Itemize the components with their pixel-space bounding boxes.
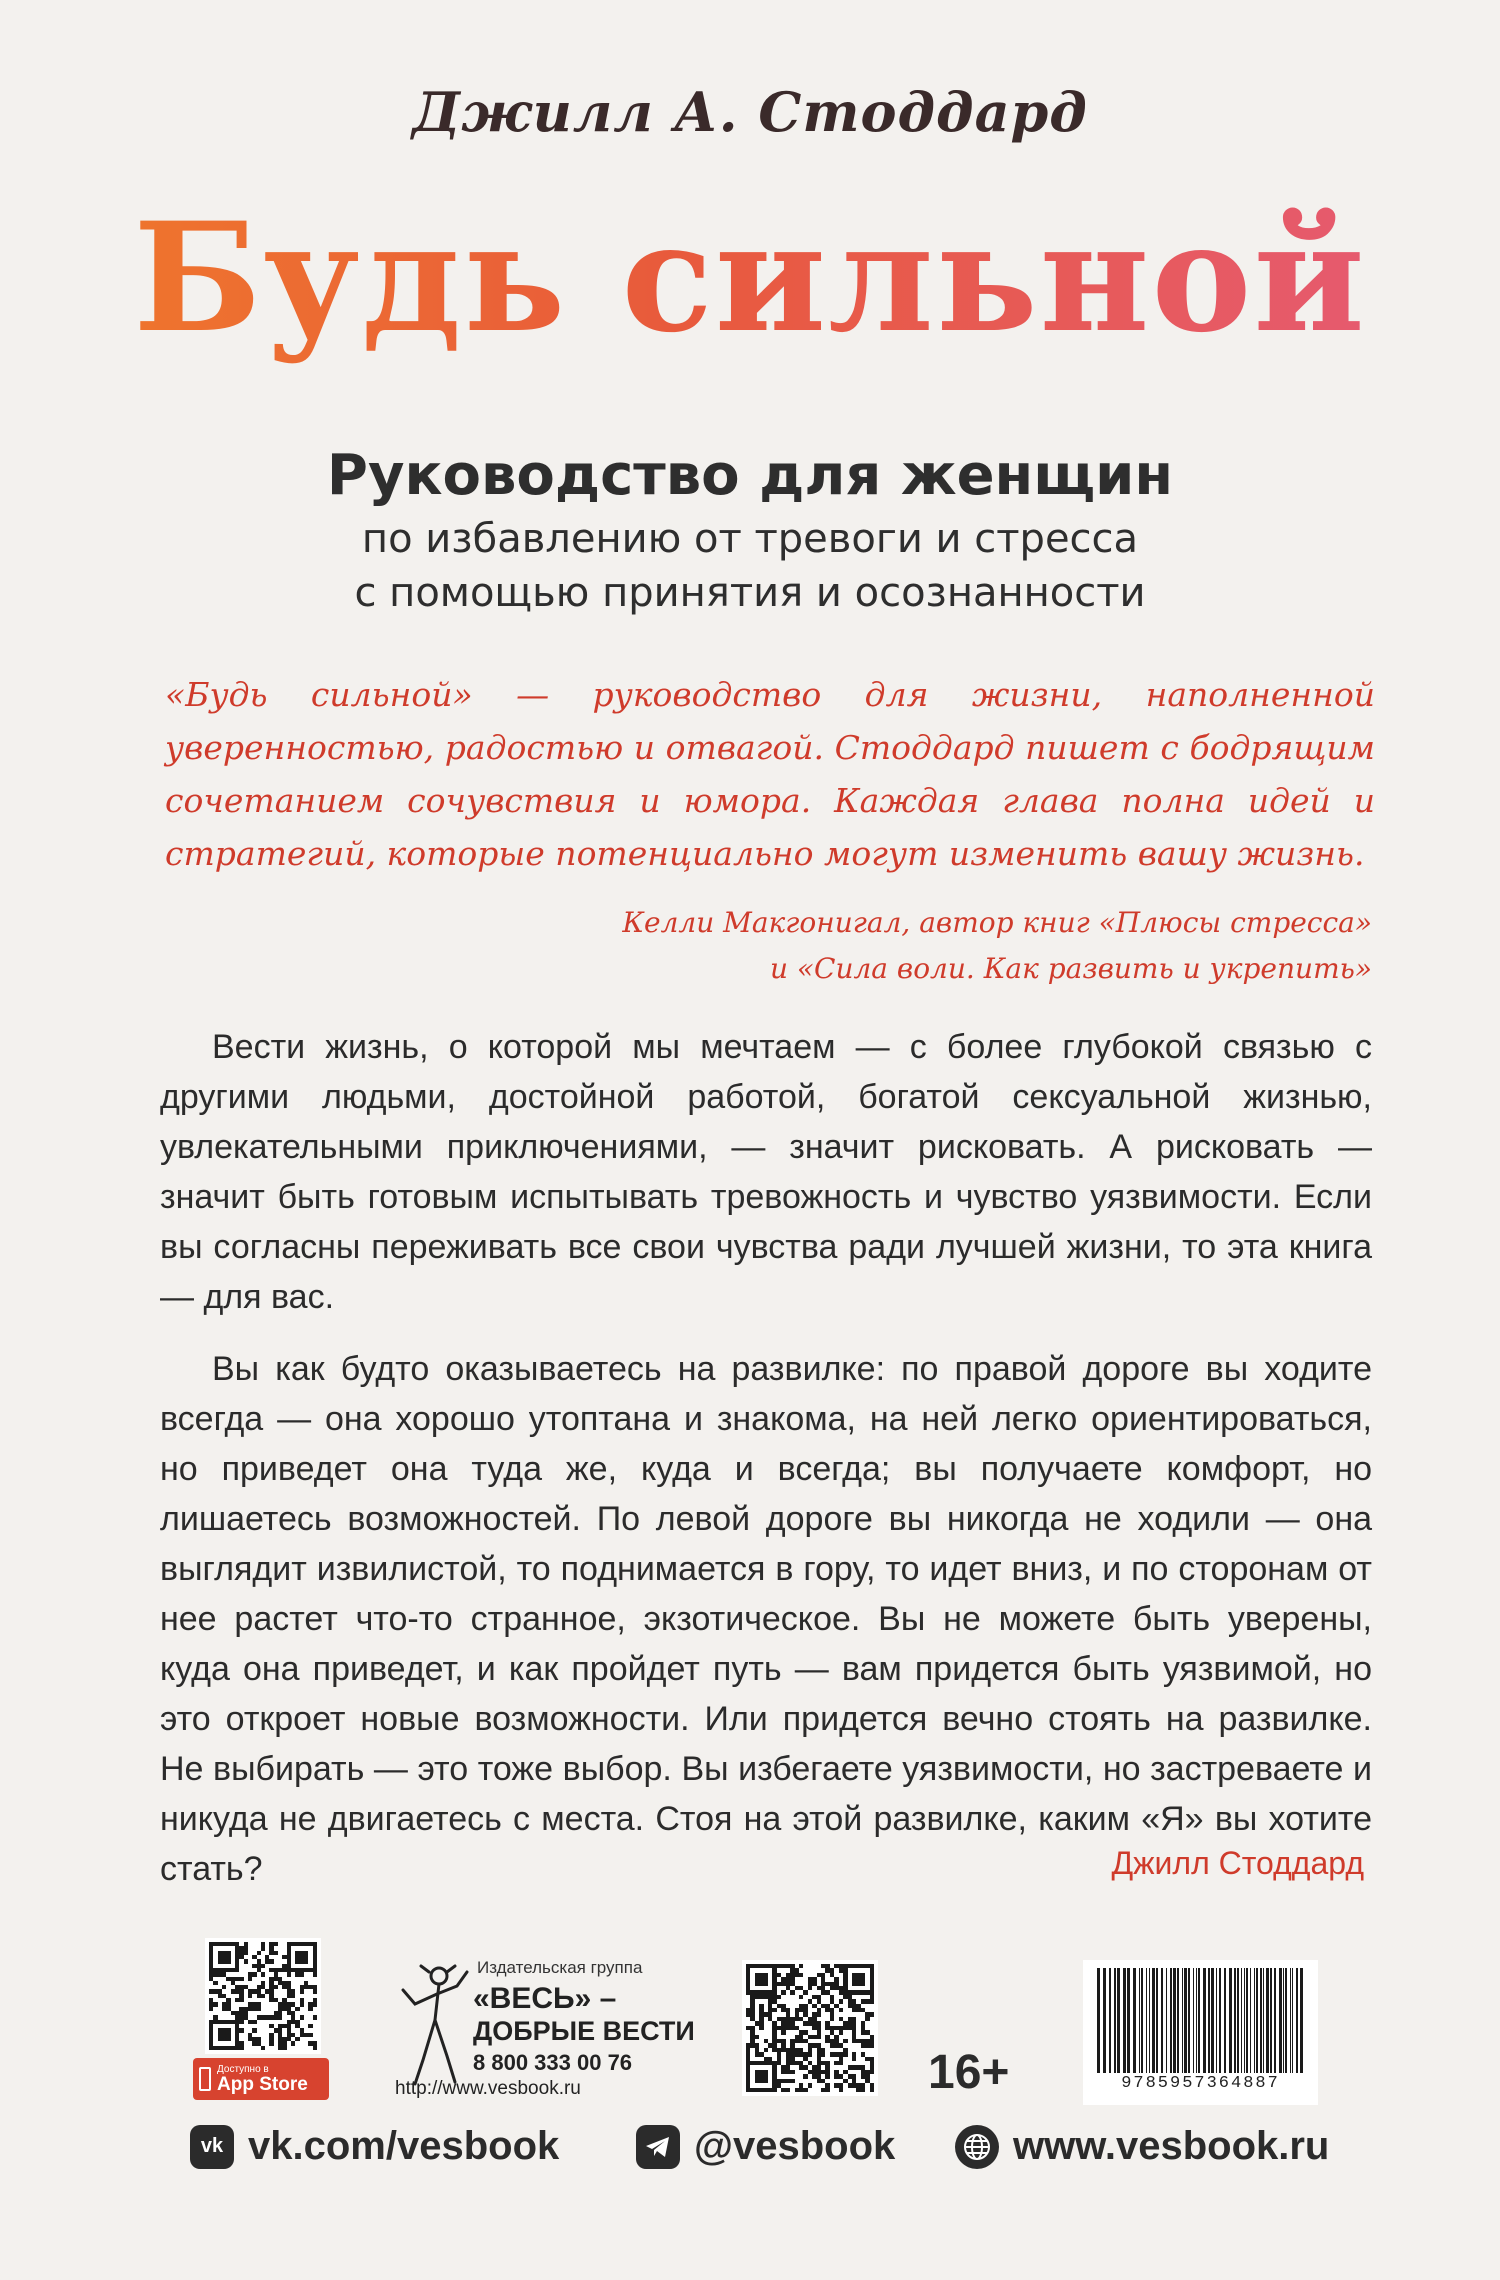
vk-label: vk.com/vesbook <box>248 2124 560 2168</box>
vk-link[interactable] <box>190 2124 559 2169</box>
telegram-link[interactable] <box>636 2124 895 2169</box>
description-text <box>160 1022 1372 1916</box>
social-links <box>190 2124 1350 2184</box>
attribution-line-2: и «Сила воли. Как развить и укрепить» <box>769 952 1372 985</box>
age-rating: 16+ <box>928 2046 1010 2099</box>
publisher-group-label: Издательская группа <box>477 1958 643 1977</box>
subtitle-line-2: по избавлению от тревоги и стресса <box>361 516 1139 562</box>
description-paragraph-2: Вы как будто оказываетесь на развилке: по правой дороге вы ходите всегда — она хорошо утоптана и знакома, на ней легко ориентироваться, но приведет она туда же, куда и всегда; вы получаете комфорт, но лишаетесь возможностей. По левой дороге вы никогда не ходили — она выглядит извилистой, то поднимается в гору, то идет вниз, и по сторонам от нее растет что-то странное, экзотическое. Вы не можете быть уверены, куда она приведет, и как пройдет путь — вам придется быть уязвимой, но это откроет новые возможности. Или придется вечно стоять на развилке. Не выбирать — это тоже выбор. Вы избегаете уязвимости, но застреваете и никуда не двигаетесь с места. Стоя на этой развилке, каким «Я» вы хотите стать? <box>160 1350 1372 1888</box>
publisher-brand: «ВЕСЬ» – <box>473 1982 617 2015</box>
appstore-label: App Store <box>217 2073 308 2095</box>
telegram-label: @vesbook <box>694 2124 896 2168</box>
globe-icon <box>955 2125 999 2169</box>
description-paragraph-1: Вести жизнь, о которой мы мечтаем — с более глубокой связью с другими людьми, достойной работой, богатой сексуальной жизнью, увлекательными приключениями, — значит рисковать. А рисковать — значит быть готовым испытывать тревожность и чувство уязвимости. Если вы согласны переживать все свои чувства ради лучшей жизни, то эта книга — для вас. <box>160 1028 1372 1316</box>
review-quote: «Будь сильной» — руководство для жизни, наполненной уверенностью, радостью и отвагой. Стоддард пишет с бодрящим сочетанием сочувствия и юмора. Каждая глава полна идей и стратегий, которые потенциально могут изменить вашу жизнь. <box>165 675 1375 873</box>
publisher-site[interactable]: http://www.vesbook.ru <box>395 2078 581 2099</box>
subtitle-block <box>0 440 1500 620</box>
isbn-number: 9785957364887 <box>1121 2074 1280 2093</box>
hermes-logo-icon <box>395 1960 475 2090</box>
subtitle-line-3: с помощью принятия и осознанности <box>354 570 1146 616</box>
website-link[interactable] <box>955 2124 1329 2169</box>
author-signature: Джилл Стоддард <box>1111 1845 1364 1881</box>
publisher-tagline: ДОБРЫЕ ВЕСТИ <box>473 2016 695 2046</box>
vk-icon: vk <box>190 2125 234 2169</box>
phone-icon <box>199 2067 211 2091</box>
attribution-line-1: Келли Макгонигал, автор книг «Плюсы стресса» <box>622 906 1372 939</box>
isbn-barcode <box>1083 1960 1318 2105</box>
qr-code-icon <box>742 1960 878 2096</box>
review-attribution <box>472 900 1372 992</box>
author-name: Джилл А. Стоддард <box>412 80 1088 144</box>
website-label: www.vesbook.ru <box>1013 2124 1330 2168</box>
barcode-icon <box>1095 1968 1306 2073</box>
subtitle-line-1: Руководство для женщин <box>326 443 1174 508</box>
publisher-logo-block <box>395 1950 695 2100</box>
appstore-badge[interactable] <box>193 2058 329 2100</box>
appstore-small-label: Доступно в <box>217 2063 269 2075</box>
publisher-phone: 8 800 333 00 76 <box>473 2050 633 2075</box>
qr-code-icon <box>205 1938 321 2054</box>
book-title: Будь сильной <box>0 190 1500 366</box>
telegram-icon <box>636 2125 680 2169</box>
